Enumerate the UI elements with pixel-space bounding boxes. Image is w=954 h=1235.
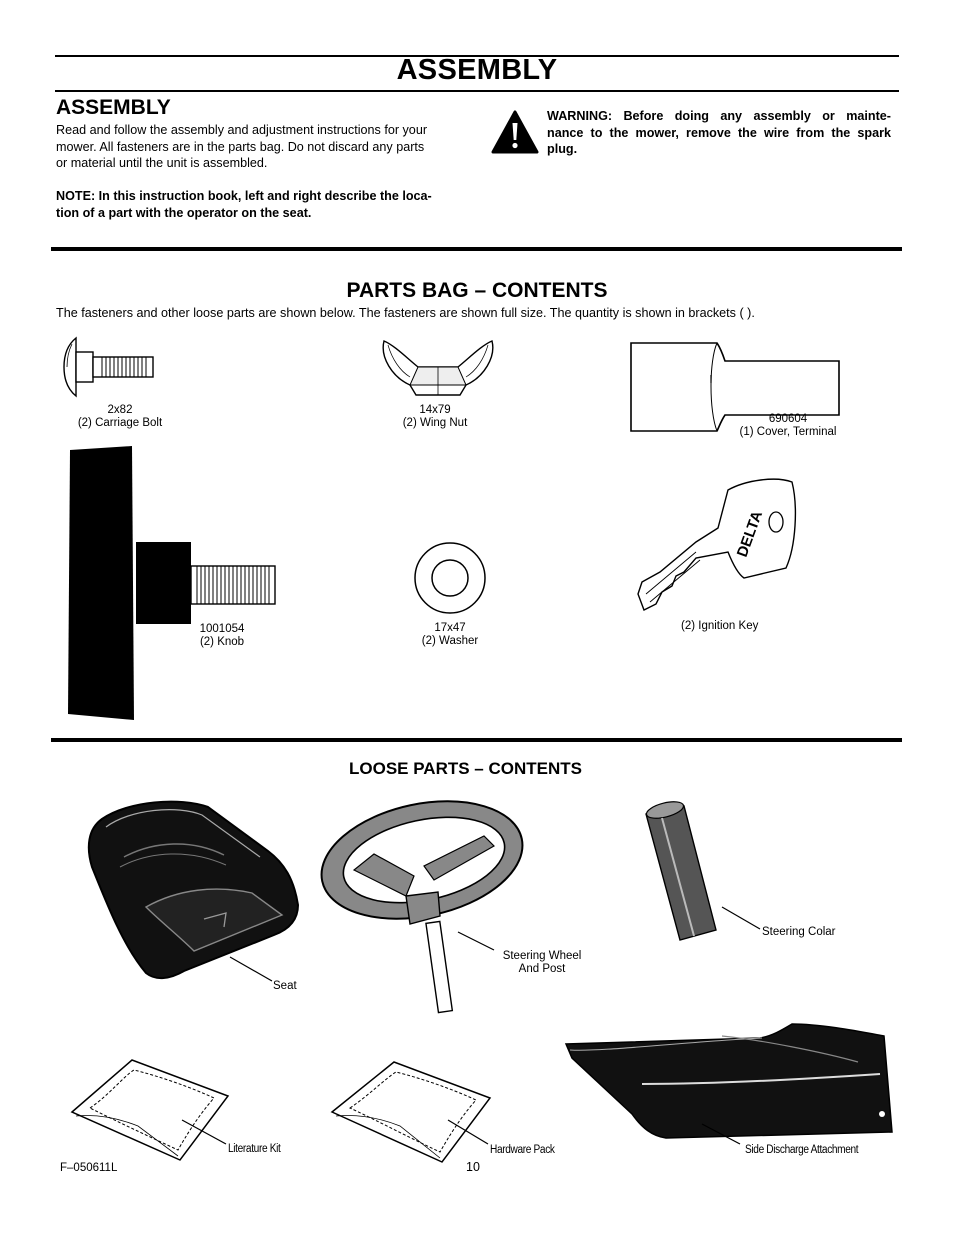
page-title: ASSEMBLY	[396, 54, 558, 86]
part-name: (2) Carriage Bolt	[77, 416, 163, 429]
knob-label	[190, 623, 254, 648]
label-line: And Post	[518, 962, 566, 975]
svg-text:DELTA: DELTA	[733, 508, 767, 560]
part-name: (2) Washer	[421, 634, 479, 647]
hardware-pack-label: Hardware Pack	[490, 1144, 555, 1156]
intro-line: or material until the unit is assembled.	[56, 156, 268, 171]
warning-line: plug.	[547, 142, 578, 157]
ignition-key-illustration	[636, 476, 800, 610]
literature-kit-illustration	[68, 1056, 236, 1164]
parts-bag-description: The fasteners and other loose parts are shown below. The fasteners are shown full size. The quantity is shown in brackets ( ).	[56, 306, 755, 320]
literature-kit-leader-line	[180, 1118, 228, 1146]
washer-illustration	[413, 541, 487, 615]
steering-colar-illustration	[640, 802, 720, 944]
warning-text	[547, 108, 891, 158]
steering-wheel-label	[492, 950, 592, 975]
seat-leader-line	[228, 955, 274, 985]
side-discharge-leader-line	[700, 1122, 742, 1146]
steering-colar-label: Steering Colar	[762, 926, 836, 938]
side-discharge-attachment-label: Side Discharge Attachment	[745, 1144, 859, 1156]
intro-line: Read and follow the assembly and adjustment instructions for your	[56, 123, 428, 137]
steering-colar-leader-line	[720, 905, 762, 931]
document-code: F–050611L	[60, 1162, 118, 1174]
warning-triangle-icon	[491, 110, 539, 154]
note-line: NOTE: In this instruction book, left and right describe the loca-	[56, 189, 432, 203]
part-name: (1) Cover, Terminal	[739, 425, 837, 438]
wing-nut-label	[375, 404, 495, 429]
note-line: tion of a part with the operator on the seat.	[56, 205, 312, 220]
part-number: 690604	[768, 413, 808, 425]
title-rule	[55, 90, 899, 92]
section-rule	[51, 247, 902, 251]
carriage-bolt-label	[60, 404, 180, 429]
part-number: 14x79	[419, 404, 451, 416]
part-number: 1001054	[199, 623, 245, 635]
part-number: 17x47	[434, 622, 466, 634]
hardware-pack-illustration	[328, 1058, 496, 1166]
seat-label: Seat	[273, 980, 297, 992]
warning-line: nance to the mower, remove the wire from the spark	[547, 125, 891, 140]
terminal-cover-label	[716, 413, 860, 438]
page-number: 10	[466, 1160, 480, 1174]
washer-label	[400, 622, 500, 647]
knob-illustration	[66, 446, 278, 722]
hardware-pack-leader-line	[446, 1118, 490, 1146]
parts-bag-heading: PARTS BAG – CONTENTS	[346, 279, 608, 302]
label-line: Steering Wheel	[502, 950, 582, 962]
intro-line: mower. All fasteners are in the parts bag. Do not discard any parts	[56, 139, 425, 154]
part-number: 2x82	[107, 404, 133, 416]
literature-kit-label: Literature Kit	[228, 1143, 281, 1155]
carriage-bolt-illustration	[62, 336, 157, 398]
steering-wheel-leader-line	[456, 930, 496, 952]
warning-line: WARNING: Before doing any assembly or mainte-	[547, 109, 891, 123]
steering-wheel-illustration	[314, 796, 530, 1016]
section-rule	[51, 738, 902, 742]
seat-illustration	[84, 797, 316, 989]
wing-nut-illustration	[378, 337, 498, 397]
part-name: (2) Wing Nut	[402, 416, 468, 429]
assembly-intro	[56, 122, 476, 172]
part-name: (2) Knob	[199, 635, 245, 648]
loose-parts-heading: LOOSE PARTS – CONTENTS	[349, 759, 582, 778]
assembly-note	[56, 188, 476, 221]
ignition-key-label: (2) Ignition Key	[681, 620, 759, 632]
assembly-heading: ASSEMBLY	[56, 96, 171, 119]
